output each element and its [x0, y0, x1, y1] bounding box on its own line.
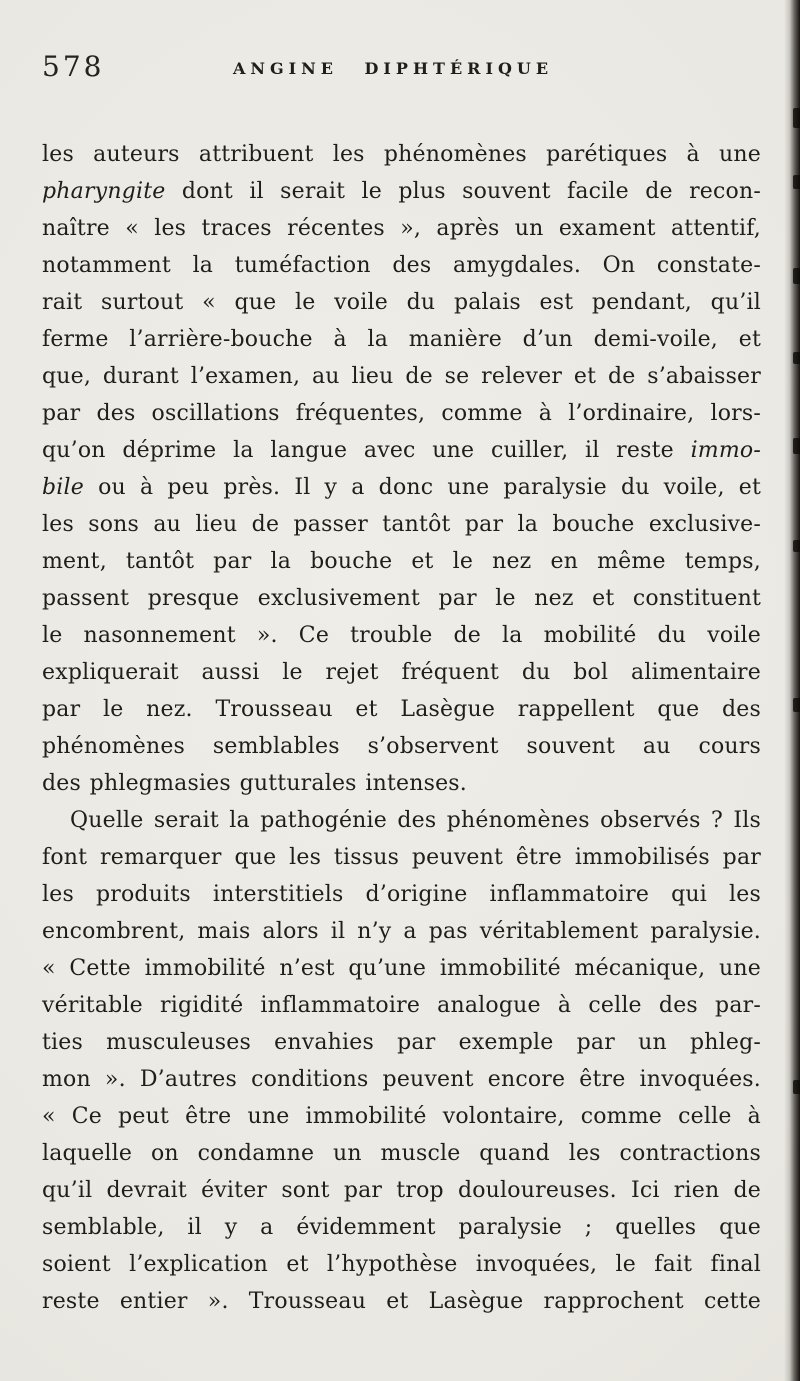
italic-text-segment: bile	[42, 475, 84, 500]
text-segment: véritable rigidité inflammatoire analogue à celle des par-	[42, 993, 761, 1018]
text-line	[42, 654, 761, 691]
text-line	[42, 358, 761, 395]
page-header	[42, 50, 744, 84]
text-segment: soient l’explication et l’hypothèse invoquées, le fait final	[42, 1252, 761, 1277]
scan-speck	[793, 1080, 800, 1094]
scan-speck	[793, 698, 800, 712]
text-segment: notamment la tuméfaction des amygdales. On constate-	[42, 253, 761, 278]
scan-speck	[793, 268, 800, 284]
text-line	[42, 284, 761, 321]
text-segment: qu’il devrait éviter sont par trop douloureuses. Ici rien de	[42, 1178, 761, 1203]
italic-text-segment: pharyngite	[42, 179, 166, 204]
text-segment: naître « les traces récentes », après un exament attentif,	[42, 216, 761, 241]
text-segment: passent presque exclusivement par le nez et constituent	[42, 586, 761, 611]
text-segment: ou à peu près. Il y a donc une paralysie du voile, et	[83, 475, 761, 500]
text-segment: les produits interstitiels d’origine inflammatoire qui les	[42, 882, 761, 907]
text-segment: ment, tantôt par la bouche et le nez en même temps,	[42, 549, 761, 574]
text-segment: font remarquer que les tissus peuvent être immobilisés par	[42, 845, 761, 870]
text-segment: phénomènes semblables s’observent souvent au cours	[42, 734, 761, 759]
text-line	[42, 1209, 761, 1246]
text-line	[42, 691, 761, 728]
binding-edge-shadow	[784, 0, 800, 1381]
text-line	[42, 950, 761, 987]
text-line	[42, 247, 761, 284]
text-line	[42, 173, 761, 210]
text-segment: reste entier ». Trousseau et Lasègue rapprochent cette	[42, 1289, 761, 1314]
text-line	[42, 506, 761, 543]
text-segment: expliquerait aussi le rejet fréquent du bol alimentaire	[42, 660, 761, 685]
text-segment: mon ». D’autres conditions peuvent encore être invoquées.	[42, 1067, 761, 1092]
text-line	[42, 802, 761, 839]
text-line	[42, 321, 761, 358]
scan-speck	[793, 108, 800, 128]
text-segment: semblable, il y a évidemment paralysie ; quelles que	[42, 1215, 761, 1240]
text-segment: les auteurs attribuent les phénomènes parétiques à une	[42, 142, 761, 167]
page-number: 578	[42, 50, 105, 83]
text-segment: qu’on déprime la langue avec une cuiller, il reste	[42, 438, 691, 463]
italic-text-segment: immo-	[690, 438, 761, 463]
text-segment: les sons au lieu de passer tantôt par la bouche exclusive-	[42, 512, 761, 537]
text-line	[42, 1061, 761, 1098]
text-line	[42, 987, 761, 1024]
text-line	[42, 1098, 761, 1135]
text-segment: ties musculeuses envahies par exemple par un phleg-	[42, 1030, 761, 1055]
running-title: ANGINE DIPHTÉRIQUE	[232, 59, 554, 78]
text-line	[42, 1246, 761, 1283]
scan-speck	[793, 540, 800, 552]
text-segment: que, durant l’examen, au lieu de se relever et de s’abaisser	[42, 364, 761, 389]
text-line	[42, 395, 761, 432]
text-line	[42, 543, 761, 580]
text-line	[42, 876, 761, 913]
text-line	[42, 210, 761, 247]
text-line	[42, 469, 761, 506]
scan-speck	[793, 175, 800, 189]
text-line	[42, 617, 761, 654]
text-line	[42, 136, 761, 173]
text-line	[42, 728, 761, 765]
text-segment: « Cette immobilité n’est qu’une immobilité mécanique, une	[42, 956, 761, 981]
text-line	[42, 580, 761, 617]
text-segment: laquelle on condamne un muscle quand les contractions	[42, 1141, 761, 1166]
text-line	[42, 1024, 761, 1061]
text-line	[42, 1172, 761, 1209]
text-line	[42, 913, 761, 950]
text-segment: par le nez. Trousseau et Lasègue rappellent que des	[42, 697, 761, 722]
text-segment: dont il serait le plus souvent facile de recon-	[165, 179, 761, 204]
text-line	[42, 1135, 761, 1172]
page-body	[42, 136, 761, 1320]
text-line	[42, 432, 761, 469]
text-line	[42, 765, 761, 802]
text-segment: par des oscillations fréquentes, comme à l’ordinaire, lors-	[42, 401, 761, 426]
text-segment: rait surtout « que le voile du palais est pendant, qu’il	[42, 290, 761, 315]
text-line	[42, 839, 761, 876]
text-segment: « Ce peut être une immobilité volontaire, comme celle à	[42, 1104, 761, 1129]
text-segment: ferme l’arrière-bouche à la manière d’un demi-voile, et	[42, 327, 761, 352]
scan-speck	[793, 438, 800, 454]
text-segment: des phlegmasies gutturales intenses.	[42, 771, 467, 796]
scan-speck	[793, 352, 800, 364]
text-segment: encombrent, mais alors il n’y a pas véritablement paralysie.	[42, 919, 761, 944]
text-segment: le nasonnement ». Ce trouble de la mobilité du voile	[42, 623, 761, 648]
text-segment: Quelle serait la pathogénie des phénomènes observés ? Ils	[70, 808, 761, 833]
text-line	[42, 1283, 761, 1320]
